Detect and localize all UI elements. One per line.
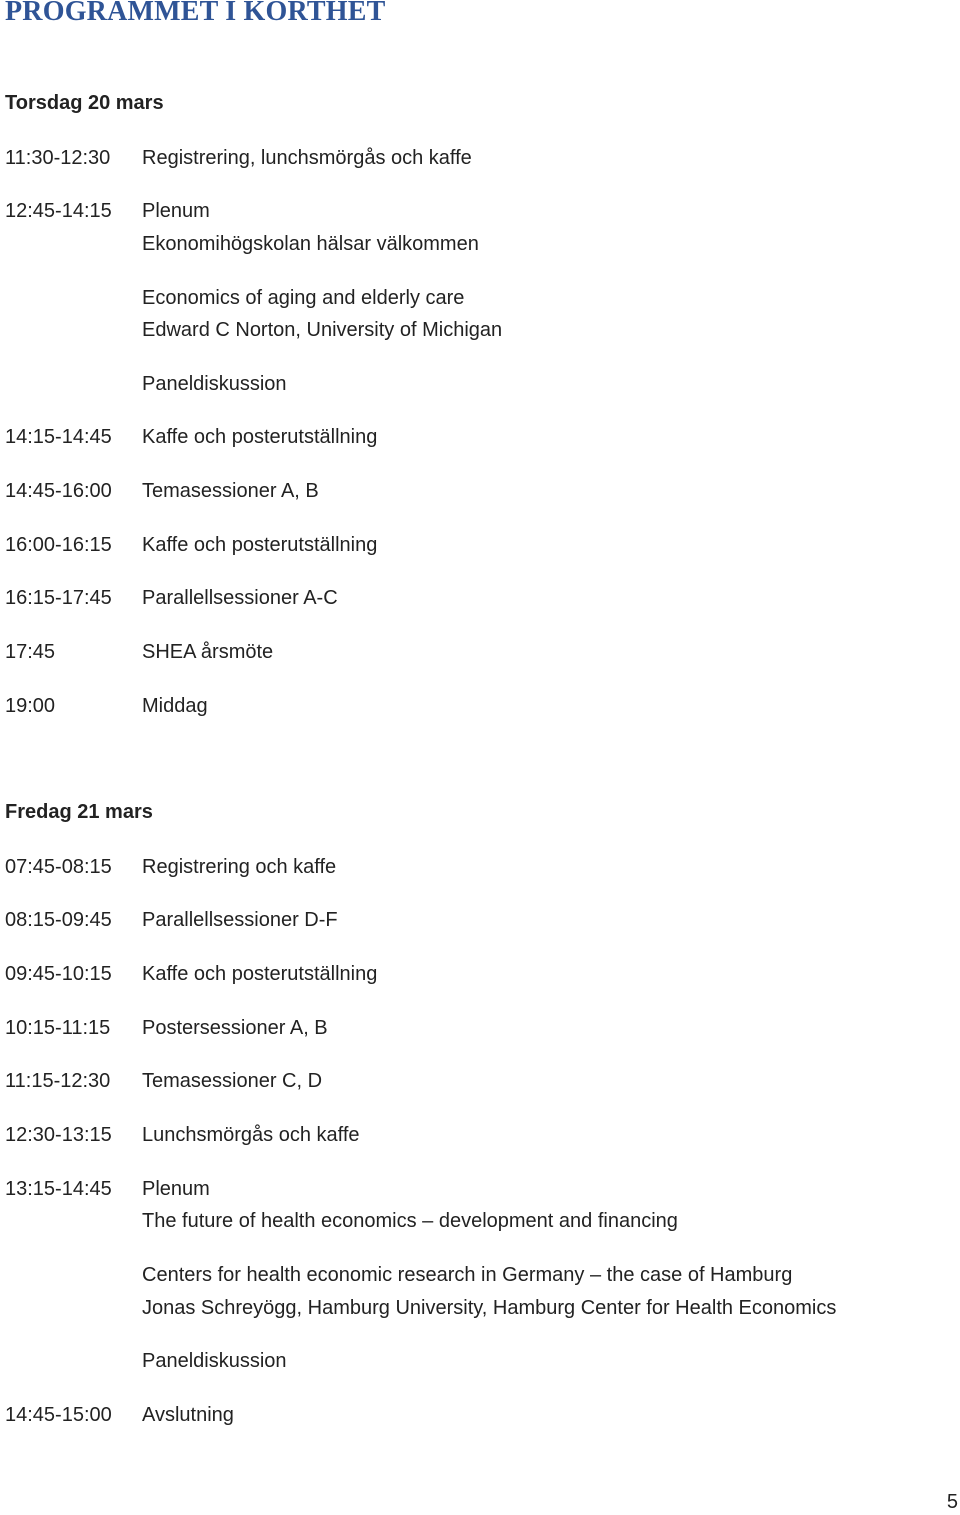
schedule-time: 14:45-15:00 <box>5 1404 112 1426</box>
schedule-row <box>0 1294 960 1322</box>
schedule-activity: Kaffe och posterutställning <box>142 534 378 556</box>
schedule-row <box>0 1347 960 1375</box>
schedule-time: 14:45-16:00 <box>5 480 112 502</box>
schedule-activity: Kaffe och posterutställning <box>142 963 378 985</box>
schedule-activity: Plenum <box>142 200 210 222</box>
schedule-activity: Postersessioner A, B <box>142 1017 328 1039</box>
schedule-row <box>0 230 960 258</box>
schedule-activity: Temasessioner A, B <box>142 480 319 502</box>
schedule-row <box>0 531 960 559</box>
schedule-time: 12:30-13:15 <box>5 1124 112 1146</box>
schedule-activity: Kaffe och posterutställning <box>142 426 378 448</box>
schedule-row <box>0 1207 960 1235</box>
schedule-row <box>0 584 960 612</box>
schedule-row <box>0 638 960 666</box>
schedule-time: 17:45 <box>5 641 56 663</box>
schedule-activity: Paneldiskussion <box>142 1350 287 1372</box>
schedule-time: 07:45-08:15 <box>5 856 112 878</box>
schedule-activity: Registrering, lunchsmörgås och kaffe <box>142 147 472 169</box>
schedule-activity: Ekonomihögskolan hälsar välkommen <box>142 233 479 255</box>
schedule-row <box>0 284 960 312</box>
schedule-activity: Economics of aging and elderly care <box>142 287 465 309</box>
schedule-activity: Avslutning <box>142 1404 234 1426</box>
schedule-row <box>0 1014 960 1042</box>
page-number: 5 <box>946 1491 958 1513</box>
schedule-activity: Temasessioner C, D <box>142 1070 323 1092</box>
schedule-time: 12:45-14:15 <box>5 200 112 222</box>
schedule-activity: Registrering och kaffe <box>142 856 337 878</box>
schedule-time: 09:45-10:15 <box>5 963 112 985</box>
schedule-row <box>0 423 960 451</box>
schedule-time: 19:00 <box>5 695 56 717</box>
schedule-time: 11:15-12:30 <box>5 1070 111 1092</box>
schedule-activity: Centers for health economic research in Germany – the case of Hamburg <box>142 1264 793 1286</box>
schedule-activity: SHEA årsmöte <box>142 641 274 663</box>
schedule-row <box>0 1261 960 1289</box>
schedule-row <box>0 906 960 934</box>
schedule-time: 14:15-14:45 <box>5 426 112 448</box>
schedule-row <box>0 853 960 881</box>
schedule-row <box>0 960 960 988</box>
schedule-activity: The future of health economics – development and financing <box>142 1210 678 1232</box>
schedule-row <box>0 316 960 344</box>
schedule-time: 10:15-11:15 <box>5 1017 111 1039</box>
schedule-time: 16:00-16:15 <box>5 534 112 556</box>
schedule-row <box>0 144 960 172</box>
schedule-row <box>0 370 960 398</box>
schedule-row <box>0 1067 960 1095</box>
day-heading-friday: Fredag 21 mars <box>5 801 153 823</box>
schedule-activity: Parallellsessioner A-C <box>142 587 338 609</box>
page-title: PROGRAMMET I KORTHET <box>5 0 386 27</box>
schedule-row <box>0 1175 960 1203</box>
schedule-row <box>0 1121 960 1149</box>
schedule-activity: Edward C Norton, University of Michigan <box>142 319 503 341</box>
schedule-time: 11:30-12:30 <box>5 147 111 169</box>
schedule-activity: Paneldiskussion <box>142 373 287 395</box>
schedule-activity: Lunchsmörgås och kaffe <box>142 1124 360 1146</box>
schedule-row <box>0 1401 960 1429</box>
schedule-row <box>0 197 960 225</box>
schedule-activity: Jonas Schreyögg, Hamburg University, Hamburg Center for Health Economics <box>142 1297 837 1319</box>
schedule-activity: Plenum <box>142 1178 210 1200</box>
day-heading-thursday: Torsdag 20 mars <box>5 92 164 114</box>
schedule-row <box>0 477 960 505</box>
schedule-time: 16:15-17:45 <box>5 587 112 609</box>
schedule-row <box>0 692 960 720</box>
schedule-time: 13:15-14:45 <box>5 1178 112 1200</box>
schedule-activity: Parallellsessioner D-F <box>142 909 338 931</box>
schedule-time: 08:15-09:45 <box>5 909 112 931</box>
schedule-activity: Middag <box>142 695 208 717</box>
